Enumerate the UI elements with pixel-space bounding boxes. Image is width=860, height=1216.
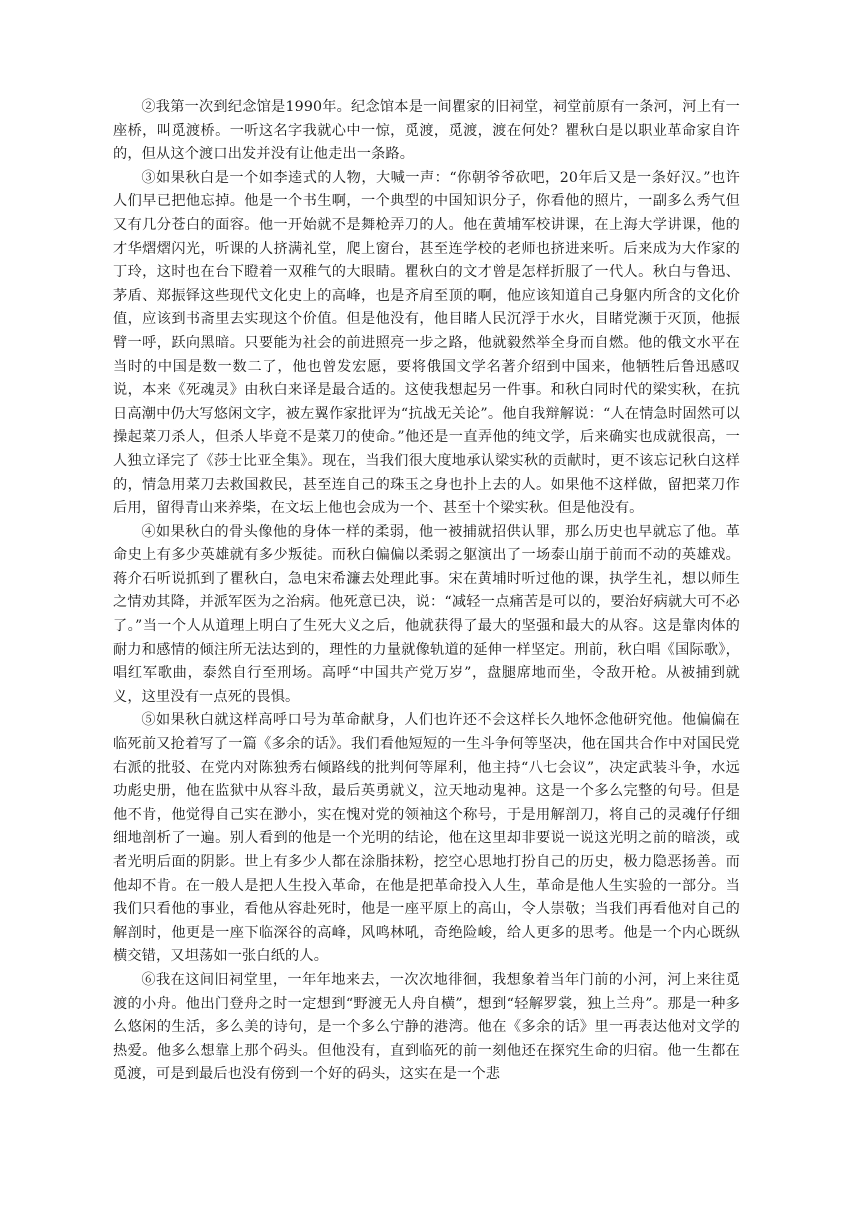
paragraph-6: ⑥我在这间旧祠堂里，一年年地来去，一次次地徘徊，我想象着当年门前的小河，河上来往觅渡的小舟。他出门登舟之时一定想到“野渡无人舟自横”，想到“轻解罗裳，独上兰舟”。那是一种多么悠闲的生活，多么美的诗句，是一个多么宁静的港湾。他在《多余的话》里一再表达他对文学的热爱。他多么想靠上那个码头。但他没有，直到临死的前一刻他还在探究生命的归宿。他一生都在觅渡，可是到最后也没有傍到一个好的码头，这实在是一个悲 <box>113 971 740 1083</box>
paragraph-3: ③如果秋白是一个如李逵式的人物，大喊一声：“你朝爷爷砍吧，20年后又是一条好汉。”也许人们早已把他忘掉。他是一个书生啊，一个典型的中国知识分子，你看他的照片，一副多么秀气但又有几分苍白的面容。他一开始就不是舞枪弄刀的人。他在黄埔军校讲课，在上海大学讲课，他的才华熠熠闪光，听课的人挤满礼堂，爬上窗台，甚至连学校的老师也挤进来听。后来成为大作家的丁玲，这时也在台下瞪着一双稚气的大眼睛。瞿秋白的文才曾是怎样折服了一代人。秋白与鲁迅、茅盾、郑振铎这些现代文化史上的高峰，也是齐肩至顶的啊，他应该知道自己身躯内所含的文化价值，应该到书斋里去实现这个价值。但是他没有，他目睹人民沉浮于水火，目睹党濒于灭顶，他振臂一呼，跃向黑暗。只要能为社会的前进照亮一步之路，他就毅然举全身而自燃。他的俄文水平在当时的中国是数一数二了，他也曾发宏愿，要将俄国文学名著介绍到中国来，他牺牲后鲁迅感叹说，本来《死魂灵》由秋白来译是最合适的。这使我想起另一件事。和秋白同时代的梁实秋，在抗日高潮中仍大写悠闲文字，被左翼作家批评为“抗战无关论”。他自我辩解说：“人在情急时固然可以操起菜刀杀人，但杀人毕竟不是菜刀的使命。”他还是一直弄他的纯文学，后来确实也成就很高，一人独立译完了《莎士比亚全集》。现在，当我们很大度地承认梁实秋的贡献时，更不该忘记秋白这样的，情急用菜刀去救国救民，甚至连自己的珠玉之身也扑上去的人。如果他不这样做，留把菜刀作后用，留得青山来养柴，在文坛上他也会成为一个、甚至十个梁实秋。但是他没有。 <box>113 169 740 517</box>
document-body <box>113 96 740 1087</box>
paragraph-4: ④如果秋白的骨头像他的身体一样的柔弱，他一被捕就招供认罪，那么历史也早就忘了他。革命史上有多少英雄就有多少叛徒。而秋白偏偏以柔弱之躯演出了一场泰山崩于前而不动的英雄戏。蒋介石听说抓到了瞿秋白，急电宋希濂去处理此事。宋在黄埔时听过他的课，执学生礼，想以师生之情劝其降，并派军医为之治病。他死意已决，说：“减轻一点痛苦是可以的，要治好病就大可不必了。”当一个人从道理上明白了生死大义之后，他就获得了最大的坚强和最大的从容。这是靠肉体的耐力和感情的倾注所无法达到的，理性的力量就像轨道的延伸一样坚定。刑前，秋白唱《国际歌》，唱红军歌曲，泰然自行至刑场。高呼“中国共产党万岁”，盘腿席地而坐，令敌开枪。从被捕到就义，这里没有一点死的畏惧。 <box>113 523 740 705</box>
paragraph-5: ⑤如果秋白就这样高呼口号为革命献身，人们也许还不会这样长久地怀念他研究他。他偏偏在临死前又抢着写了一篇《多余的话》。我们看他短短的一生斗争何等坚决，他在国共合作中对国民党右派的批驳、在党内对陈独秀右倾路线的批判何等犀利，他主持“八七会议”，决定武装斗争，水远功彪史册，他在监狱中从容斗敌，最后英勇就义，泣天地动鬼神。这是一个多么完整的句号。但是他不肯，他觉得自己实在渺小，实在愧对党的领袖这个称号，于是用解剖刀，将自己的灵魂仔仔细细地剖析了一遍。别人看到的他是一个光明的结论，他在这里却非要说一说这光明之前的暗淡，或者光明后面的阴影。世上有多少人都在涂脂抹粉，挖空心思地打扮自己的历史，极力隐恶扬善。而他却不肯。在一般人是把人生投入革命，在他是把革命投入人生，革命是他人生实验的一部分。当我们只看他的事业，看他从容赴死时，他是一座平原上的高山，令人崇敬；当我们再看他对自己的解剖时，他更是一座下临深谷的高峰，风鸣林吼，奇绝险峻，给人更多的思考。他是一个内心既纵横交错，又坦荡如一张白纸的人。 <box>113 712 740 965</box>
paragraph-2: ②我第一次到纪念馆是1990年。纪念馆本是一间瞿家的旧祠堂，祠堂前原有一条河，河上有一座桥，叫觅渡桥。一听这名字我就心中一惊，觅渡，觅渡，渡在何处？瞿秋白是以职业革命家自许的，但从这个渡口出发并没有让他走出一条路。 <box>113 99 740 163</box>
